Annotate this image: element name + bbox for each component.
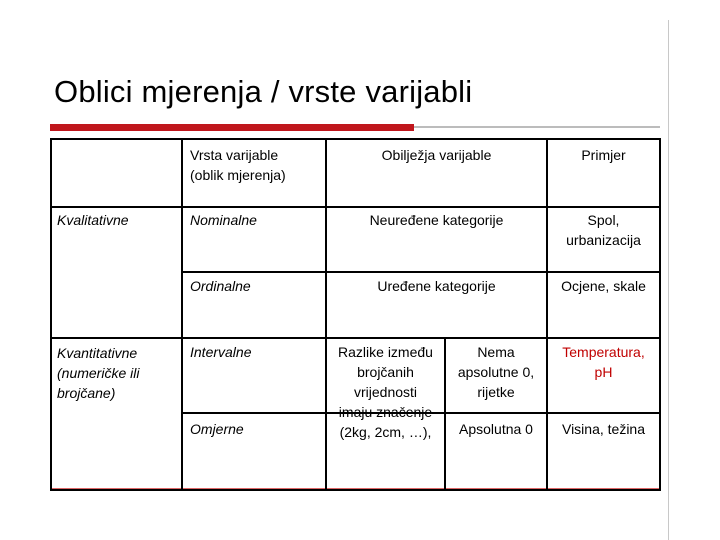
- table-border-header: [50, 206, 661, 208]
- right-guide-line: [668, 20, 669, 540]
- table-border-col1: [181, 138, 183, 491]
- row-razlike-line5: (2kg, 2cm, …),: [339, 424, 432, 440]
- group-kvalitativne: Kvalitativne: [57, 212, 129, 228]
- group-kvantitativne-line2: (numeričke ili: [57, 365, 140, 381]
- header-primjer: Primjer: [581, 147, 626, 163]
- table-border-top: [50, 138, 661, 140]
- row-intervalne-nula: [446, 342, 546, 402]
- row-nominalne-vrsta: Nominalne: [190, 212, 257, 228]
- header-vrsta-line2: (oblik mjerenja): [190, 167, 286, 183]
- row-omjerne-primjer: Visina, težina: [561, 421, 645, 437]
- row-nominalne-obiljezja: Neuređene kategorije: [369, 212, 504, 228]
- row-razlike-line1: Razlike između: [338, 344, 433, 360]
- row-nominalne-primjer-line1: Spol,: [587, 212, 620, 228]
- row-intervalne-primjer-line2: pH: [594, 364, 613, 380]
- row-razlike-line2: brojčanih: [357, 364, 414, 380]
- table-border-right: [659, 138, 661, 491]
- table-border-bottom: [50, 489, 661, 491]
- table-border-row1: [182, 271, 661, 273]
- header-obiljezja: Obilježja varijable: [381, 147, 492, 163]
- row-ordinalne-primjer: Ocjene, skale: [561, 278, 646, 294]
- row-omjerne-vrsta: Omjerne: [190, 421, 244, 437]
- row-nominalne-primjer-line2: urbanizacija: [566, 232, 641, 248]
- row-razlike-line3: vrijednosti: [353, 384, 418, 400]
- table-border-row2: [50, 337, 661, 339]
- slide-title: Oblici mjerenja / vrste varijabli: [54, 74, 473, 109]
- row-intervalne-vrsta: Intervalne: [190, 344, 252, 360]
- group-kvantitativne-line3: brojčane): [57, 385, 116, 401]
- row-intervalne-nula-line2: apsolutne 0,: [457, 364, 535, 380]
- group-kvantitativne: [57, 343, 181, 403]
- header-vrsta: [190, 145, 320, 185]
- row-intervalne-nula-line1: Nema: [477, 344, 515, 360]
- row-ordinalne-obiljezja: Uređene kategorije: [377, 278, 496, 294]
- row-ordinalne-vrsta: Ordinalne: [190, 278, 251, 294]
- row-razlike-obiljezja: [327, 342, 444, 442]
- title-underline-red: [50, 124, 414, 131]
- row-omjerne-nula: Apsolutna 0: [459, 421, 533, 437]
- row-intervalne-nula-line3: rijetke: [477, 384, 515, 400]
- row-intervalne-primjer-line1: Temperatura,: [562, 344, 645, 360]
- row-intervalne-primjer: [548, 342, 659, 382]
- header-vrsta-line1: Vrsta varijable: [190, 147, 279, 163]
- row-nominalne-primjer: [548, 210, 659, 250]
- row-razlike-line4: imaju značenje: [338, 404, 433, 420]
- group-kvantitativne-line1: Kvantitativne: [57, 345, 138, 361]
- table-border-left: [50, 138, 52, 491]
- title-underline-gray: [414, 126, 660, 128]
